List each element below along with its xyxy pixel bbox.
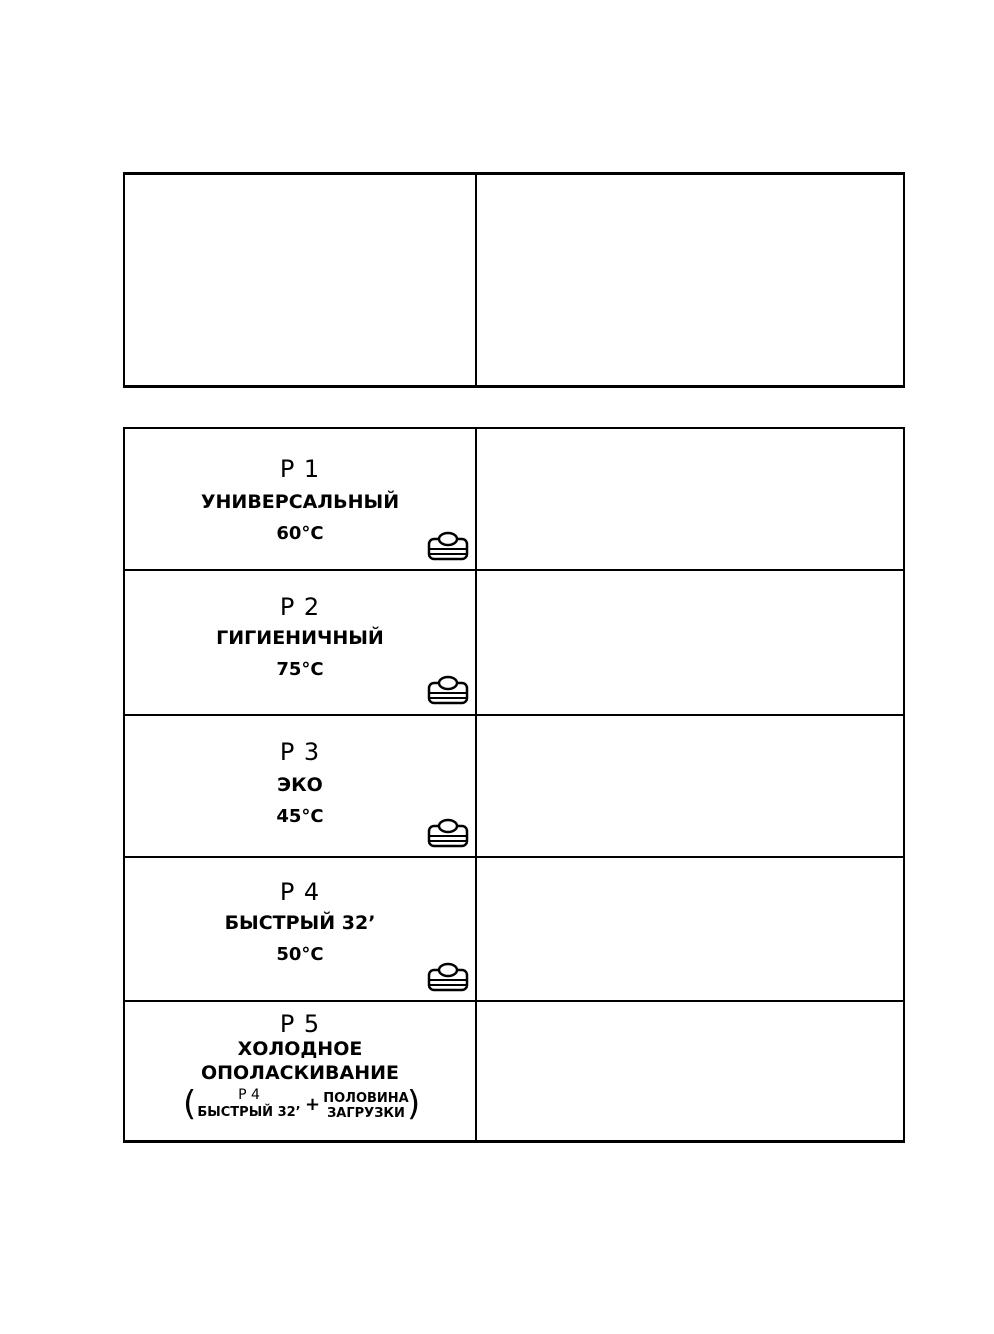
- header-table: [123, 172, 905, 388]
- program-name: УНИВЕРСАЛЬНЫЙ: [200, 491, 400, 513]
- program-cell-p4: [125, 858, 475, 1000]
- program-description-p5: [477, 1002, 903, 1140]
- header-table-divider: [475, 175, 477, 385]
- formula-right-top: ПОЛОВИНА: [323, 1091, 409, 1106]
- formula-close-paren: ): [407, 1084, 421, 1124]
- program-row-p2: [125, 571, 903, 716]
- detergent-tablet-icon: [427, 960, 469, 992]
- program-description-p3: [477, 716, 903, 856]
- program-code: P 1: [279, 455, 321, 483]
- program-temperature: 60°C: [276, 523, 324, 544]
- program-temperature: 75°C: [276, 659, 324, 680]
- program-cell-p2: [125, 571, 475, 714]
- program-row-p5: [125, 1002, 903, 1140]
- program-row-p4: [125, 858, 903, 1002]
- program-row-p1: [125, 429, 903, 571]
- formula-open-paren: (: [183, 1084, 197, 1124]
- formula-right-bottom: ЗАГРУЗКИ: [327, 1106, 405, 1121]
- program-code: P 4: [279, 878, 321, 906]
- formula-left-bottom: БЫСТРЫЙ 32’: [197, 1105, 301, 1120]
- program-description-p4: [477, 858, 903, 1000]
- program-formula: [125, 1084, 475, 1128]
- program-name: ЭКО: [277, 774, 323, 796]
- program-cell-p3: [125, 716, 475, 856]
- program-name: ГИГИЕНИЧНЫЙ: [216, 627, 384, 649]
- program-row-p3: [125, 716, 903, 858]
- program-name-line1: ХОЛОДНОЕ: [237, 1038, 363, 1060]
- program-name-line2: ОПОЛАСКИВАНИЕ: [200, 1062, 400, 1084]
- program-description-p1: [477, 429, 903, 569]
- detergent-tablet-icon: [427, 529, 469, 561]
- detergent-tablet-icon: [427, 673, 469, 705]
- formula-left-top: P 4: [238, 1087, 260, 1103]
- program-temperature: 50°C: [276, 944, 324, 965]
- program-code: P 3: [279, 738, 321, 766]
- program-cell-p5: [125, 1002, 475, 1140]
- program-name: БЫСТРЫЙ 32’: [224, 912, 376, 934]
- programs-table: [123, 427, 905, 1143]
- program-code: P 5: [279, 1010, 321, 1038]
- formula-plus: +: [305, 1094, 321, 1115]
- detergent-tablet-icon: [427, 816, 469, 848]
- program-temperature: 45°C: [276, 806, 324, 827]
- program-cell-p1: [125, 429, 475, 569]
- program-description-p2: [477, 571, 903, 714]
- program-code: P 2: [279, 593, 321, 621]
